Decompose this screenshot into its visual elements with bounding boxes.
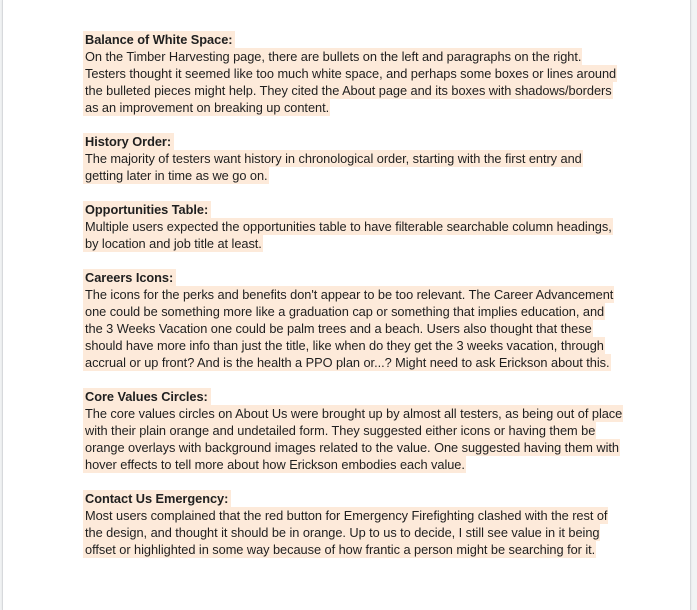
section-heading bbox=[83, 201, 623, 218]
section-paragraph bbox=[83, 405, 623, 473]
paragraph-text: The icons for the perks and benefits don't appear to be too relevant. The Career Advancement one could be something more like a graduation cap or something that implies education, and the 3 Weeks Vacation one could be palm trees and a beach. Users also thought that these should have more info than just the title, like when do they get the 3 weeks vacation, through accrual or up front? And is the health a PPO plan or...? Might need to ask Erickson about this. bbox=[85, 287, 614, 370]
section-core-values-circles bbox=[83, 388, 623, 473]
section-heading bbox=[83, 490, 623, 507]
heading-text: History Order: bbox=[83, 133, 174, 150]
paragraph-text: On the Timber Harvesting page, there are bullets on the left and paragraphs on the right. Testers thought it seemed like too much white space, and perhaps some boxes or lines around the bulleted pieces might help. They cited the About page and its boxes with shadows/borders as an improvement on breaking up content. bbox=[85, 49, 617, 115]
paragraph-text: Most users complained that the red button for Emergency Firefighting clashed with the rest of the design, and thought it should be in orange. Up to us to decide, I still see value in it being offset or highlighted in some way because of how frantic a person might be searching for it. bbox=[85, 508, 608, 557]
paragraph-text: Multiple users expected the opportunities table to have filterable searchable column headings, by location and job title at least. bbox=[85, 219, 612, 251]
section-heading bbox=[83, 388, 623, 405]
section-heading bbox=[83, 269, 623, 286]
document-page bbox=[2, 0, 691, 610]
section-opportunities-table bbox=[83, 201, 623, 252]
heading-text: Balance of White Space: bbox=[83, 31, 235, 48]
section-paragraph bbox=[83, 48, 623, 116]
paragraph-text: The majority of testers want history in chronological order, starting with the first entry and getting later in time as we go on. bbox=[85, 151, 582, 183]
document-body bbox=[83, 31, 623, 575]
heading-text: Contact Us Emergency: bbox=[83, 490, 231, 507]
section-contact-us-emergency bbox=[83, 490, 623, 558]
section-careers-icons bbox=[83, 269, 623, 371]
section-heading bbox=[83, 31, 623, 48]
section-paragraph bbox=[83, 150, 623, 184]
heading-text: Core Values Circles: bbox=[83, 388, 211, 405]
heading-text: Opportunities Table: bbox=[83, 201, 211, 218]
section-balance-of-white-space bbox=[83, 31, 623, 116]
section-paragraph bbox=[83, 218, 623, 252]
heading-text: Careers Icons: bbox=[83, 269, 176, 286]
section-paragraph bbox=[83, 286, 623, 371]
paragraph-text: The core values circles on About Us were brought up by almost all testers, as being out of place with their plain orange and undetailed form. They suggested either icons or having them be orange overlays with background images related to the value. One suggested having them with hover effects to tell more about how Erickson embodies each value. bbox=[85, 406, 623, 472]
section-history-order bbox=[83, 133, 623, 184]
section-paragraph bbox=[83, 507, 623, 558]
section-heading bbox=[83, 133, 623, 150]
